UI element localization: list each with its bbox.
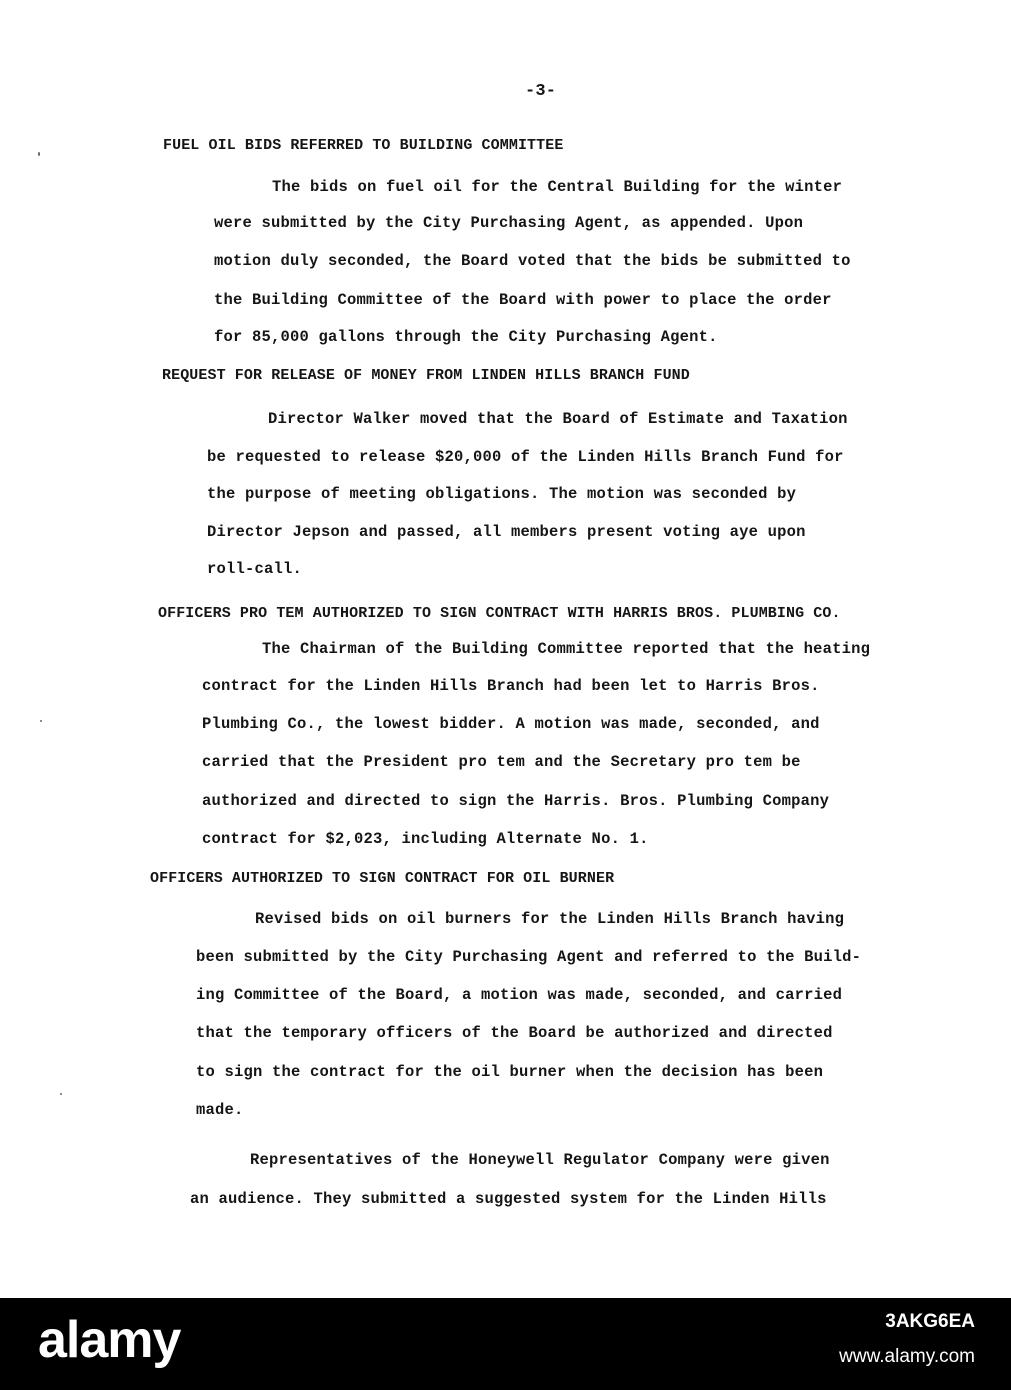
body-line: Plumbing Co., the lowest bidder. A motion was made, seconded, and (202, 715, 820, 733)
body-line: contract for $2,023, including Alternate No. 1. (202, 830, 649, 848)
body-line: the Building Committee of the Board with power to place the order (214, 291, 832, 309)
scan-speck (60, 1093, 62, 1095)
body-line: Director Walker moved that the Board of Estimate and Taxation (268, 410, 848, 428)
body-line: Representatives of the Honeywell Regulator Company were given (250, 1151, 830, 1169)
body-line: The Chairman of the Building Committee reported that the heating (262, 640, 871, 658)
body-line: an audience. They submitted a suggested system for the Linden Hills (190, 1190, 827, 1208)
section-heading: REQUEST FOR RELEASE OF MONEY FROM LINDEN HILLS BRANCH FUND (162, 367, 690, 384)
body-line: were submitted by the City Purchasing Agent, as appended. Upon (214, 214, 804, 232)
body-line: to sign the contract for the oil burner when the decision has been (196, 1063, 824, 1081)
body-line: roll-call. (207, 560, 303, 578)
section-heading: OFFICERS PRO TEM AUTHORIZED TO SIGN CONTRACT WITH HARRIS BROS. PLUMBING CO. (158, 605, 841, 622)
watermark-logo: alamy (38, 1311, 181, 1369)
body-line: carried that the President pro tem and the Secretary pro tem be (202, 753, 801, 771)
body-line: motion duly seconded, the Board voted that the bids be submitted to (214, 252, 851, 270)
body-line: that the temporary officers of the Board be authorized and directed (196, 1024, 833, 1042)
section-heading: FUEL OIL BIDS REFERRED TO BUILDING COMMITTEE (163, 137, 564, 154)
body-line: be requested to release $20,000 of the Linden Hills Branch Fund for (207, 448, 844, 466)
scan-speck (40, 720, 42, 722)
body-line: the purpose of meeting obligations. The motion was seconded by (207, 485, 797, 503)
page-number: -3- (525, 82, 557, 101)
body-line: been submitted by the City Purchasing Agent and referred to the Build- (196, 948, 862, 966)
body-line: The bids on fuel oil for the Central Building for the winter (272, 178, 843, 196)
body-line: contract for the Linden Hills Branch had been let to Harris Bros. (202, 677, 820, 695)
watermark-site-url: www.alamy.com (839, 1346, 975, 1367)
watermark-image-id: 3AKG6EA (885, 1311, 975, 1332)
body-line: Director Jepson and passed, all members present voting aye upon (207, 523, 806, 541)
body-line: authorized and directed to sign the Harris. Bros. Plumbing Company (202, 792, 830, 810)
body-line: made. (196, 1101, 244, 1119)
section-heading: OFFICERS AUTHORIZED TO SIGN CONTRACT FOR OIL BURNER (150, 870, 615, 887)
body-line: Revised bids on oil burners for the Linden Hills Branch having (255, 910, 845, 928)
scan-speck (38, 152, 40, 156)
body-line: ing Committee of the Board, a motion was made, seconded, and carried (196, 986, 843, 1004)
body-line: for 85,000 gallons through the City Purchasing Agent. (214, 328, 718, 346)
